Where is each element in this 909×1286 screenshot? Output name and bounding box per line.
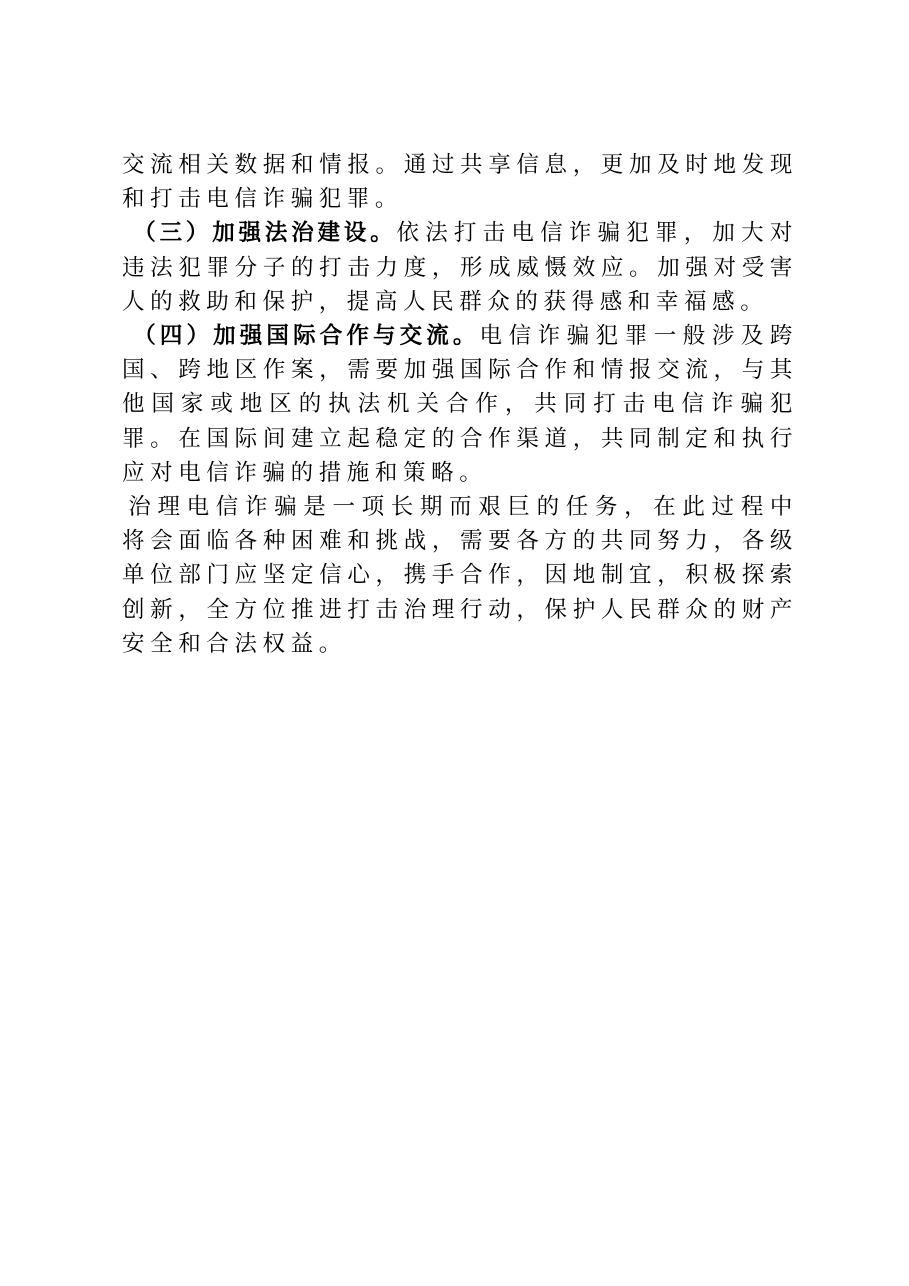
section-three-heading: （三）加强法治建设。 (133, 220, 397, 247)
section-three-text: 依法打击电信诈骗犯罪，加大对违法犯罪分子的打击力度，形成威慑效应。加强对受害人的救助和保护，提高人民群众的获得感和幸福感。 (122, 220, 798, 315)
document-body (122, 148, 798, 661)
section-four-heading: （四）加强国际合作与交流。 (133, 323, 480, 350)
conclusion-text: 治理电信诈骗是一项长期而艰巨的任务，在此过程中将会面临各种困难和挑战，需要各方的共同努力，各级单位部门应坚定信心，携手合作，因地制宜，积极探索创新，全方位推进打击治理行动，保护人民群众的财产安全和合法权益。 (122, 494, 798, 657)
paragraph-text: 交流相关数据和情报。通过共享信息，更加及时地发现和打击电信诈骗犯罪。 (122, 152, 798, 213)
continuation-paragraph (122, 148, 798, 216)
section-four-text: 电信诈骗犯罪一般涉及跨国、跨地区作案，需要加强国际合作和情报交流，与其他国家或地区的执法机关合作，共同打击电信诈骗犯罪。在国际间建立起稳定的合作渠道，共同制定和执行应对电信诈骗的措施和策略。 (122, 323, 798, 486)
section-four-paragraph (122, 319, 798, 490)
section-three-paragraph (122, 216, 798, 319)
conclusion-paragraph (122, 490, 798, 661)
